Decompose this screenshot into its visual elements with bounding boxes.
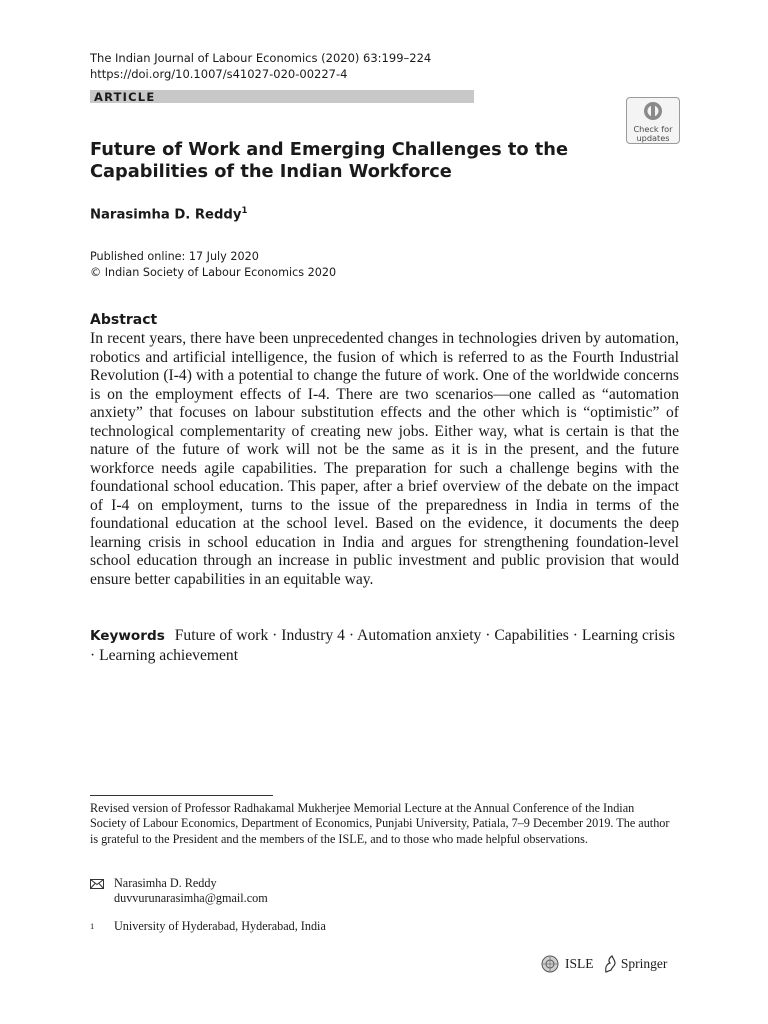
paper-title: Future of Work and Emerging Challenges to the Capabilities of the Indian Workforce [90,139,569,182]
isle-logo [539,955,594,973]
publication-info [90,249,336,281]
envelope-icon [90,879,104,889]
isle-label: ISLE [565,956,594,971]
keywords-section [90,626,679,665]
contact-email[interactable]: duvvurunarasimha@gmail.com [114,891,268,906]
contact-name: Narasimha D. Reddy [114,876,217,890]
publisher-logos [539,955,673,977]
springer-label: Springer [620,956,668,971]
abstract-heading: Abstract [90,312,158,328]
keywords-list: Future of work · Industry 4 · Automation anxiety · Capabilities · Learning crisis · Learning achievement [90,627,675,664]
crossmark-icon [643,101,663,121]
journal-citation [90,50,431,82]
article-type-label: ARTICLE [94,90,156,104]
affiliation-number: 1 [90,921,95,931]
footnote-divider [90,795,273,796]
author-name: Narasimha D. Reddy [90,207,242,223]
springer-logo [603,955,668,973]
keywords-label: Keywords [90,628,165,644]
journal-name: The Indian Journal of Labour Economics (2020) 63:199–224 [90,51,432,65]
isle-emblem-icon [539,955,561,973]
check-updates-line-1: Check for [633,124,673,134]
doi-link[interactable]: https://doi.org/10.1007/s41027-020-00227-4 [90,67,348,81]
copyright-line: © Indian Society of Labour Economics 2020 [90,266,337,279]
published-date: Published online: 17 July 2020 [90,250,259,263]
abstract-body: In recent years, there have been unprecedented changes in technologies driven by automation, robotics and artificial intelligence, the fusion of which is referred to as the Fourth Industrial Revolution (I-4) with a potential to change the future of work. One of the worldwide concerns is on the employment effects of I-4. There are two scenarios—one called as “automation anxiety” that focuses on labour substitution effects and the other which is “optimistic” of technological complementarity of creating new jobs. Either way, what is certain is that the nature of the future of work will not be the same as it is in the present, and the future workforce needs agile capabilities. The preparation for such a challenge begins with the foundational school education. This paper, after a brief overview of the debate on the impact of I-4 on employment, turns to the issue of the preparedness in India in terms of the foundational education at the school level. Based on the evidence, it documents the deep learning crisis in school education in India and argues for strengthening foundation-level school education through an increase in public investment and public provision that would ensure better capabilities in an equitable way. [90,330,679,588]
affiliation [90,919,326,934]
check-for-updates-badge[interactable] [626,97,680,144]
check-updates-line-2: updates [636,132,670,143]
springer-horse-icon [603,955,617,973]
author-affiliation-marker: 1 [241,206,248,216]
footnote: Revised version of Professor Radhakamal Mukherjee Memorial Lecture at the Annual Conference of the Indian Society of Labour Economics, Department of Economics, Punjabi University, Patiala, 7–9 December 2019. The author is grateful to the President and the members of the ISLE, and to those who made helpful observations. [90,801,670,846]
author-line [90,206,247,222]
affiliation-text: University of Hyderabad, Hyderabad, India [114,919,326,933]
